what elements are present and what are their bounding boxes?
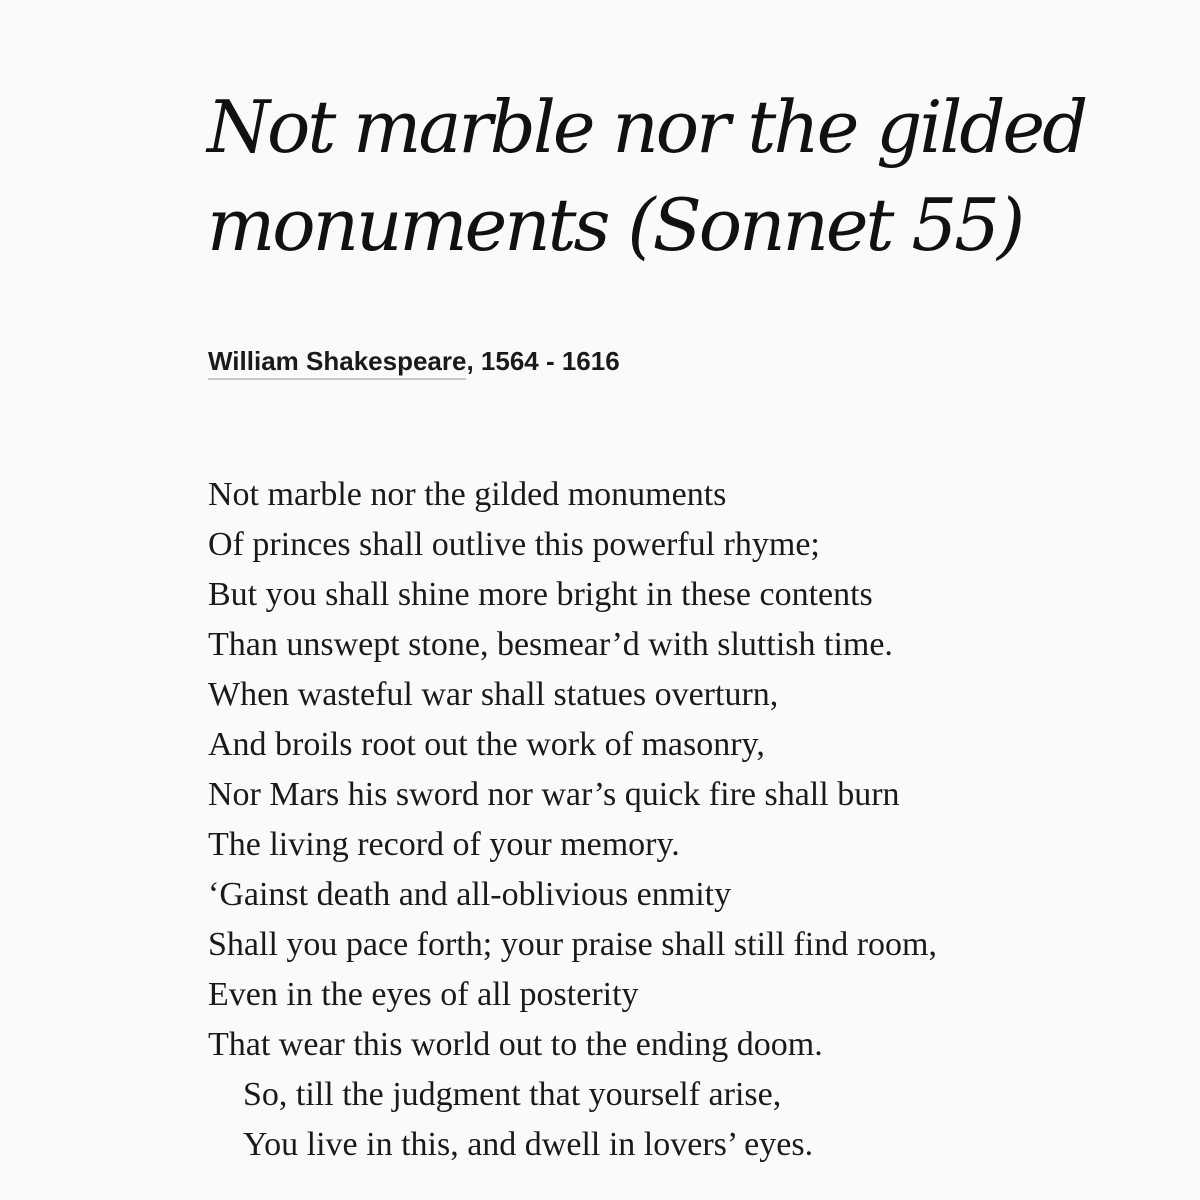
poem-line: That wear this world out to the ending doom.	[208, 1026, 823, 1063]
poem-title-line-1: Not marble nor the gilded	[207, 85, 1086, 169]
poem-body	[208, 470, 937, 1170]
poem-line: Even in the eyes of all posterity	[208, 976, 639, 1013]
poem-line: Shall you pace forth; your praise shall still find room,	[208, 926, 937, 963]
author-dates: , 1564 - 1616	[466, 346, 620, 376]
poem-line: Nor Mars his sword nor war’s quick fire shall burn	[208, 776, 900, 813]
poem-line: When wasteful war shall statues overturn,	[208, 676, 779, 713]
poem-line: And broils root out the work of masonry,	[208, 726, 765, 763]
poem-title	[207, 78, 1107, 274]
author-byline	[208, 346, 620, 376]
poem-line: ‘Gainst death and all-oblivious enmity	[208, 876, 732, 913]
poem-title-line-2: monuments (Sonnet 55)	[207, 183, 1023, 267]
author-link[interactable]: William Shakespeare	[208, 346, 466, 380]
poem-line: Than unswept stone, besmear’d with sluttish time.	[208, 626, 893, 663]
poem-line: Of princes shall outlive this powerful rhyme;	[208, 526, 820, 563]
poem-line-couplet: So, till the judgment that yourself arise,	[243, 1076, 782, 1113]
poem-line-couplet: You live in this, and dwell in lovers’ eyes.	[243, 1126, 814, 1163]
poem-line: But you shall shine more bright in these contents	[208, 576, 873, 613]
poem-line: Not marble nor the gilded monuments	[208, 476, 727, 513]
poem-line: The living record of your memory.	[208, 826, 680, 863]
